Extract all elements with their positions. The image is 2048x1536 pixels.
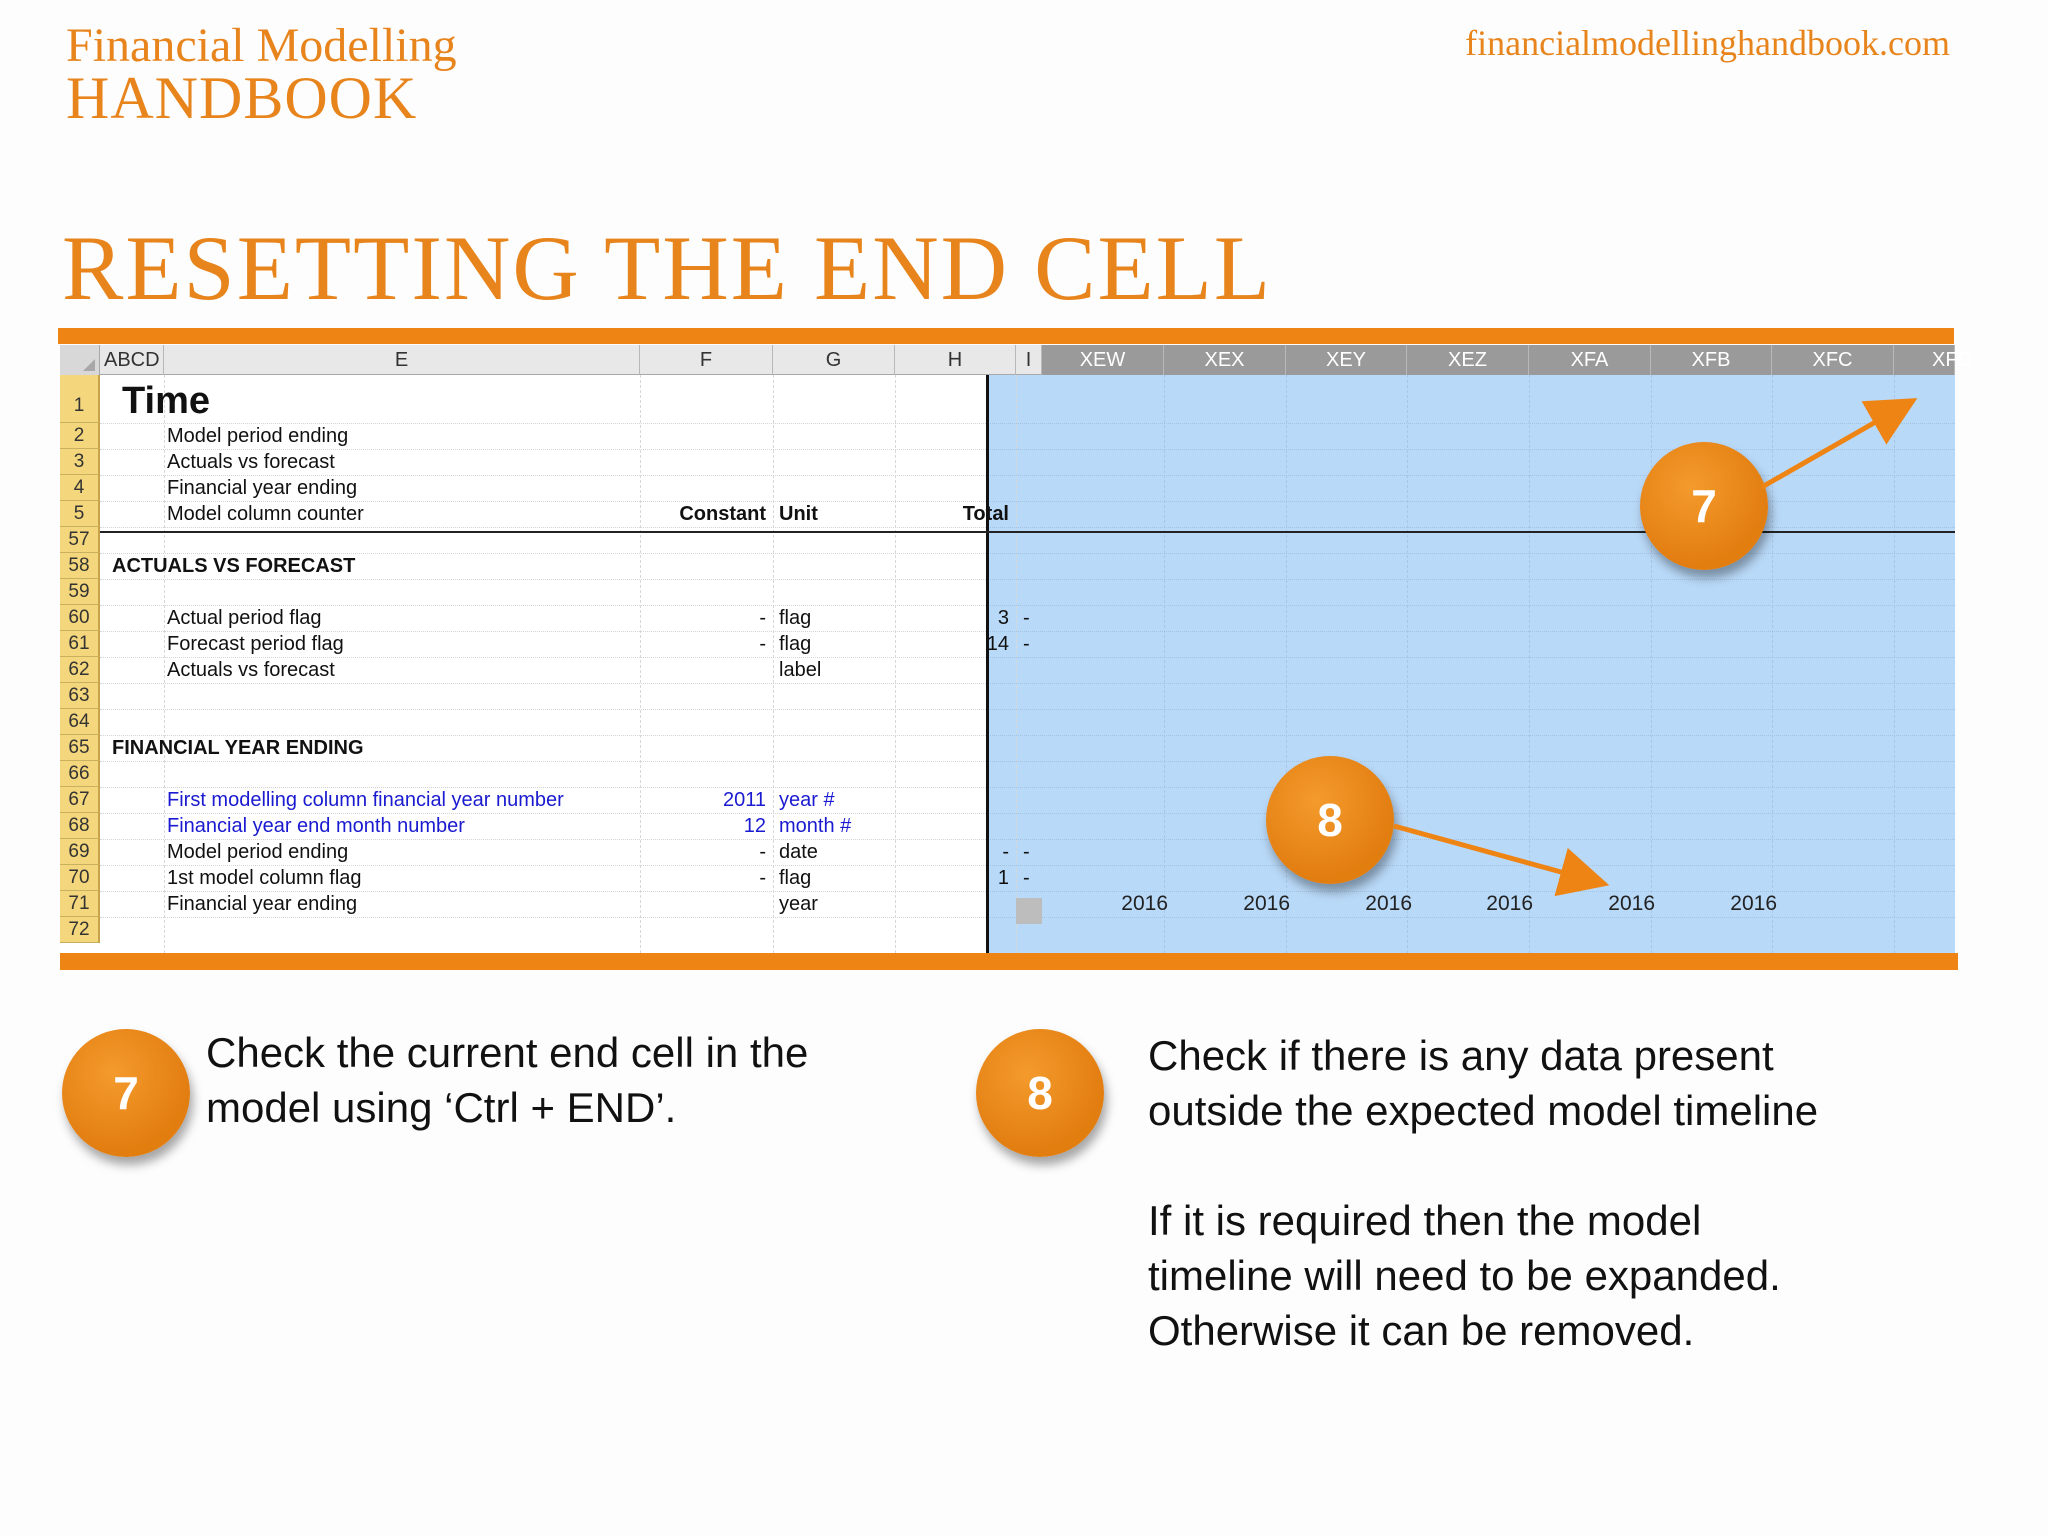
constant-cell[interactable]: 12 [743, 815, 766, 837]
row-label-cell[interactable]: Model period ending [167, 841, 349, 863]
total-cell[interactable]: 3 [997, 607, 1009, 629]
year-value-cell[interactable]: 2016 [1730, 892, 1777, 915]
gridline-horizontal-selected [986, 813, 1955, 814]
gridline-horizontal-selected [986, 761, 1955, 762]
slide-title: RESETTING THE END CELL [62, 217, 1273, 319]
col-header-xfd[interactable]: XFD [1894, 345, 1955, 375]
row-header[interactable]: 3 [60, 449, 100, 475]
row-header[interactable]: 62 [60, 657, 100, 683]
column-i-cell[interactable]: - [1023, 867, 1030, 889]
unit-cell[interactable]: year [779, 893, 818, 915]
gridline-vertical [164, 375, 165, 953]
row-label-cell[interactable]: Forecast period flag [167, 633, 344, 655]
col-header-xfa[interactable]: XFA [1529, 345, 1651, 375]
row-label-cell[interactable]: Actuals vs forecast [167, 451, 335, 473]
grey-cell-i71 [1016, 898, 1042, 924]
callout-7-line2: model using ‘Ctrl + END’. [206, 1084, 677, 1131]
unit-cell[interactable]: flag [779, 633, 812, 655]
gridline-vertical-selected [1164, 375, 1165, 953]
callout-7-text [206, 1025, 808, 1135]
callout-8-line2: outside the expected model timeline [1148, 1087, 1819, 1134]
row-label-cell[interactable]: Financial year end month number [167, 815, 465, 837]
constant-cell[interactable]: 2011 [722, 789, 766, 811]
row-label-cell[interactable]: Actual period flag [167, 607, 322, 629]
row-header[interactable]: 66 [60, 761, 100, 787]
constant-header-cell[interactable]: Constant [679, 503, 766, 525]
unit-header-cell[interactable]: Unit [779, 503, 818, 525]
row-label-cell[interactable]: Model period ending [167, 425, 349, 447]
gridline-horizontal-selected [986, 501, 1955, 502]
constant-cell[interactable]: - [759, 867, 766, 889]
year-value-cell[interactable]: 2016 [1121, 892, 1168, 915]
row-header[interactable]: 65 [60, 735, 100, 761]
row-label-cell[interactable]: First modelling column financial year number [167, 789, 564, 811]
year-value-cell[interactable]: 2016 [1486, 892, 1533, 915]
col-header-i[interactable]: I [1016, 345, 1042, 375]
col-header-xex[interactable]: XEX [1164, 345, 1286, 375]
col-header-xfb[interactable]: XFB [1651, 345, 1772, 375]
row-header[interactable]: 71 [60, 891, 100, 917]
unit-cell[interactable]: flag [779, 607, 812, 629]
constant-cell[interactable]: - [759, 607, 766, 629]
total-header-cell[interactable]: Total [962, 503, 1009, 525]
callout-badge-7: 7 [62, 1029, 190, 1157]
freeze-pane-divider [986, 375, 989, 953]
row-header[interactable]: 1 [60, 375, 100, 423]
sheet-title-cell[interactable]: Time [122, 380, 211, 422]
row-header[interactable]: 58 [60, 553, 100, 579]
unit-cell[interactable]: year # [779, 789, 835, 811]
selected-range [986, 375, 1955, 953]
spreadsheet-screenshot [60, 345, 1972, 953]
gridline-horizontal [100, 683, 986, 684]
col-header-xew[interactable]: XEW [1042, 345, 1164, 375]
row-header[interactable]: 60 [60, 605, 100, 631]
section-heading-cell[interactable]: FINANCIAL YEAR ENDING [112, 737, 364, 759]
col-header-f[interactable]: F [640, 345, 773, 375]
gridline-horizontal-selected [986, 683, 1955, 684]
col-header-xey[interactable]: XEY [1286, 345, 1407, 375]
column-i-cell[interactable]: - [1023, 841, 1030, 863]
year-value-cell[interactable]: 2016 [1365, 892, 1412, 915]
col-header-xfc[interactable]: XFC [1772, 345, 1894, 375]
callout-badge-7-sheet: 7 [1640, 442, 1768, 570]
column-i-cell[interactable]: - [1023, 607, 1030, 629]
gridline-horizontal [100, 527, 986, 528]
total-cell[interactable]: 1 [997, 867, 1009, 889]
gridline-horizontal-selected [986, 657, 1955, 658]
col-header-abcd[interactable]: ABCD [102, 345, 164, 375]
row-label-cell[interactable]: 1st model column flag [167, 867, 362, 889]
gridline-vertical [1016, 375, 1017, 953]
callout-badge-8: 8 [976, 1029, 1104, 1157]
accent-bar-bottom [60, 953, 1958, 970]
row-label-cell[interactable]: Financial year ending [167, 477, 358, 499]
gridline-horizontal [100, 579, 986, 580]
row-label-cell[interactable]: Financial year ending [167, 893, 358, 915]
row-header[interactable]: 5 [60, 501, 100, 527]
gridline-horizontal-selected [986, 917, 1955, 918]
callout-8-line5: Otherwise it can be removed. [1148, 1307, 1695, 1354]
gridline-vertical-selected [1894, 375, 1895, 953]
row-header[interactable]: 67 [60, 787, 100, 813]
select-all-corner[interactable] [60, 345, 100, 375]
gridline-horizontal-selected [986, 631, 1955, 632]
unit-cell[interactable]: flag [779, 867, 812, 889]
gridline-vertical [773, 375, 774, 953]
callout-badge-8-sheet: 8 [1266, 756, 1394, 884]
callout-8-text [1148, 1028, 1818, 1358]
gridline-vertical-selected [1529, 375, 1530, 953]
col-header-g[interactable]: G [773, 345, 895, 375]
gridline-horizontal [100, 709, 986, 710]
section-heading-cell[interactable]: ACTUALS VS FORECAST [112, 555, 356, 577]
gridline-horizontal-selected [986, 709, 1955, 710]
gridline-horizontal-selected [986, 423, 1955, 424]
callout-8-spacer [1148, 1138, 1818, 1193]
gridline-vertical-selected [1651, 375, 1652, 953]
gridline-horizontal-selected [986, 839, 1955, 840]
callout-8-line3: If it is required then the model [1148, 1197, 1702, 1244]
gridline-horizontal-selected [986, 527, 1955, 528]
row-header[interactable]: 2 [60, 423, 100, 449]
brand-logo [66, 19, 457, 131]
gridline-horizontal-selected [986, 579, 1955, 580]
accent-bar-top [58, 328, 1954, 344]
gridline-vertical-selected [1772, 375, 1773, 953]
gridline-horizontal [100, 761, 986, 762]
column-header-row [60, 345, 1972, 375]
gridline-horizontal [100, 917, 986, 918]
row-header[interactable]: 72 [60, 917, 100, 943]
brand-line2: HANDBOOK [66, 65, 418, 131]
callout-7-line1: Check the current end cell in the [206, 1029, 809, 1076]
row-label-cell[interactable]: Actuals vs forecast [167, 659, 335, 681]
gridline-horizontal-selected [986, 553, 1955, 554]
unit-cell[interactable]: label [779, 659, 822, 681]
row-header[interactable]: 70 [60, 865, 100, 891]
year-value-cell[interactable]: 2016 [1608, 892, 1655, 915]
gridline-horizontal-selected [986, 605, 1955, 606]
row-label-cell[interactable]: Model column counter [167, 503, 364, 525]
constant-cell[interactable]: - [759, 841, 766, 863]
total-cell[interactable]: 14 [986, 633, 1009, 655]
gridline-horizontal-selected [986, 787, 1955, 788]
row-header[interactable]: 63 [60, 683, 100, 709]
brand-line1: Financial Modelling [66, 19, 457, 72]
row-header[interactable]: 68 [60, 813, 100, 839]
unit-cell[interactable]: date [779, 841, 818, 863]
row-header[interactable]: 64 [60, 709, 100, 735]
callout-8-line1: Check if there is any data present [1148, 1032, 1774, 1079]
gridline-horizontal-selected [986, 475, 1955, 476]
col-header-xez[interactable]: XEZ [1407, 345, 1529, 375]
column-i-cell[interactable]: - [1023, 633, 1030, 655]
callout-8-line4: timeline will need to be expanded. [1148, 1252, 1781, 1299]
unit-cell[interactable]: month # [779, 815, 852, 837]
row-header[interactable]: 59 [60, 579, 100, 605]
row-header[interactable]: 57 [60, 527, 100, 553]
gridline-vertical-selected [1407, 375, 1408, 953]
total-cell[interactable]: - [1002, 841, 1009, 863]
row-header[interactable]: 61 [60, 631, 100, 657]
row-header[interactable]: 4 [60, 475, 100, 501]
gridline-horizontal-selected [986, 449, 1955, 450]
gridline-horizontal-selected [986, 865, 1955, 866]
site-url[interactable]: financialmodellinghandbook.com [1465, 23, 1950, 63]
year-value-cell[interactable]: 2016 [1243, 892, 1290, 915]
row-header[interactable]: 69 [60, 839, 100, 865]
col-header-h[interactable]: H [895, 345, 1016, 375]
constant-cell[interactable]: - [759, 633, 766, 655]
gridline-horizontal-selected [986, 735, 1955, 736]
col-header-e[interactable]: E [164, 345, 640, 375]
